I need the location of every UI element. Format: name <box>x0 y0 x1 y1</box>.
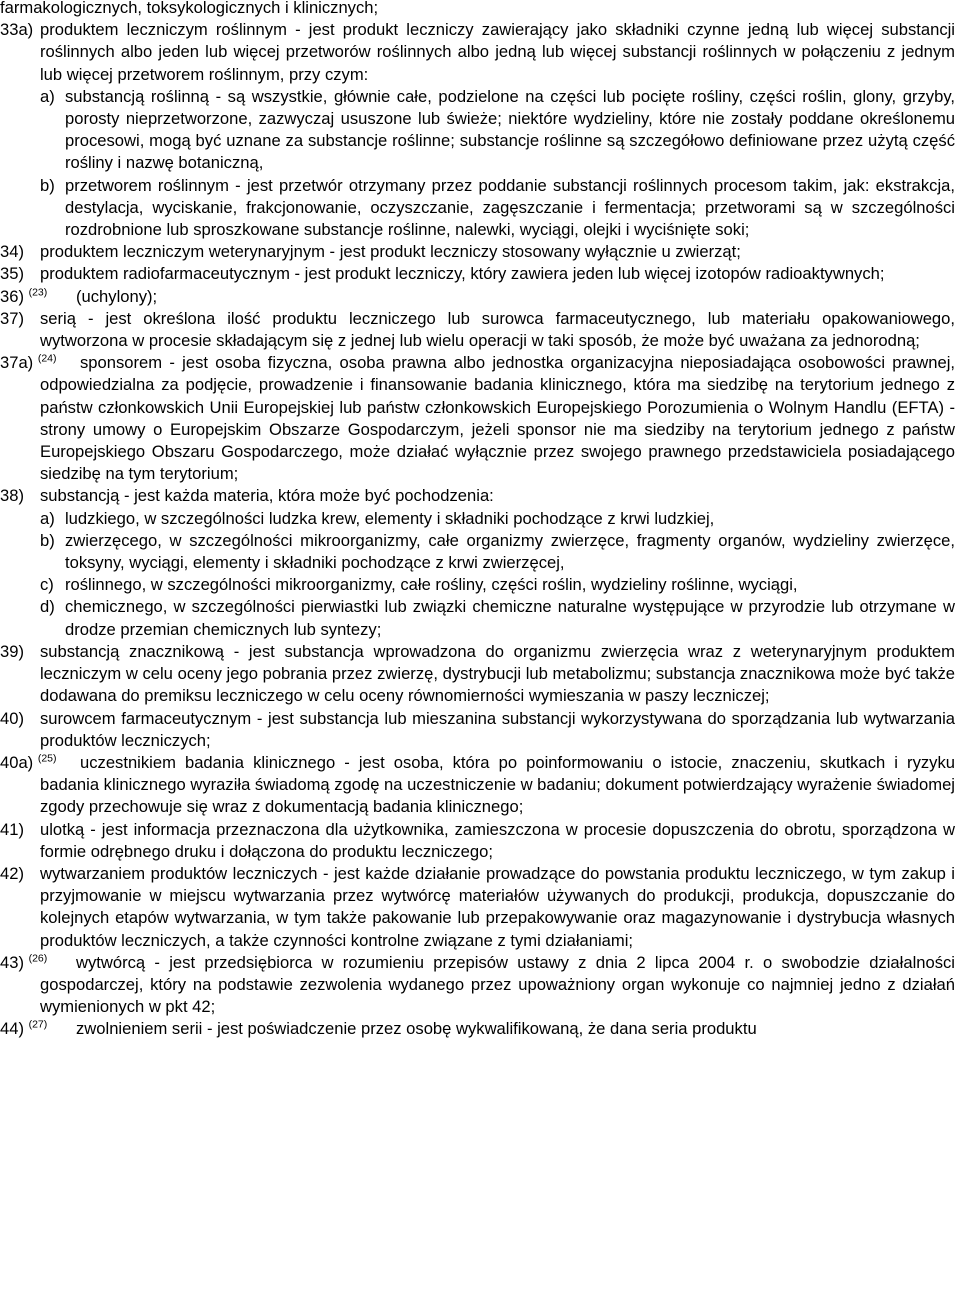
sub-item-text: chemicznego, w szczególności pierwiastki lub związki chemiczne naturalne występujące w przyrodzie lub otrzymane w drodze przemian chemicznych lub syntezy; <box>65 597 955 639</box>
sub-item-text: zwierzęcego, w szczególności mikroorganizmy, całe organizmy zwierzęce, fragmenty organów, wydzieliny zwierzęce, toksyny, wyciągi, elementy i składniki pochodzące z krwi zwierzęcej, <box>65 530 955 573</box>
definition-item <box>0 241 955 263</box>
sub-item-label: b) <box>40 530 55 550</box>
item-number: 38) <box>0 486 24 506</box>
definition-item <box>0 263 955 285</box>
sub-item <box>40 530 955 574</box>
definition-item <box>0 286 955 308</box>
item-text: ulotką - jest informacja przeznaczona dla użytkownika, zamieszczona w procesie dopuszczenia do obrotu, sporządzona w formie odrębnego druku i dołączona do produktu leczniczego; <box>40 819 955 861</box>
definition-item <box>0 863 955 952</box>
item-text: serią - jest określona ilość produktu leczniczego lub surowca farmaceutycznego, lub materiału opakowaniowego, wytworzona w procesie składającym się z jednej lub wielu operacji w taki sposób, że może być uważana za jednorodną; <box>40 308 955 351</box>
footnote-ref: (26) <box>28 952 48 965</box>
footnote-ref: (24) <box>37 352 57 365</box>
sub-item-label: b) <box>40 175 55 195</box>
sub-item-label: d) <box>40 597 55 617</box>
item-text: wytwórcą - jest przedsiębiorca w rozumieniu przepisów ustawy z dnia 2 lipca 2004 r. o swobodzie działalności gospodarczej, który na podstawie zezwolenia wydanego przez upoważniony organ wykonuje co najmniej jedno z działań wymienionych w pkt 42; <box>40 952 955 1017</box>
item-number: 34) <box>0 242 24 262</box>
item-number: 35) <box>0 264 24 284</box>
sub-item-wrap <box>0 596 955 640</box>
definition-item <box>0 708 955 752</box>
definition-item <box>0 485 955 507</box>
footnote-ref: (25) <box>37 752 57 765</box>
item-text: produktem radiofarmaceutycznym - jest produkt leczniczy, który zawiera jeden lub więcej izotopów radioaktywnych; <box>40 264 885 284</box>
sub-item-text: ludzkiego, w szczególności ludzka krew, elementy i składniki pochodzące z krwi ludzkiej, <box>65 508 715 528</box>
sub-item-text: przetworem roślinnym - jest przetwór otrzymany przez poddanie substancji roślinnych procesom takim, jak: ekstrakcja, destylacja, wyciskanie, frakcjonowanie, oczyszczanie, zagęszczanie i fermentacja; przetworami są w szczególności rozdrobnione lub sproszkowane substancje roślinne, nalewki, wyciągi, olejki i wyciśnięte soki; <box>65 175 955 240</box>
sub-item-label: a) <box>40 508 55 528</box>
sub-item <box>40 508 955 530</box>
definition-item <box>0 641 955 708</box>
item-text: surowcem farmaceutycznym - jest substancja lub mieszanina substancji wykorzystywana do sporządzania lub wytwarzania produktów leczniczych; <box>40 708 955 750</box>
sub-item <box>40 596 955 640</box>
item-text: produktem leczniczym weterynaryjnym - jest produkt leczniczy stosowany wyłącznie u zwierząt; <box>40 242 741 262</box>
item-text: wytwarzaniem produktów leczniczych - jest każde działanie prowadzące do powstania produktu leczniczego, w tym zakup i przyjmowanie w miejscu wytwarzania przez wytwórcę materiałów używanych do produkcji, produkcja, dopuszczanie do kolejnych etapów wytwarzania, w tym także pakowanie lub przepakowywanie oraz magazynowanie i dystrybucja własnych produktów leczniczych, a także czynności kontrolne związane z tymi działaniami; <box>40 863 955 950</box>
definition-item <box>0 819 955 863</box>
definition-item <box>0 1018 955 1040</box>
sub-item-text: roślinnego, w szczególności mikroorganizmy, całe rośliny, części roślin, wydzieliny roślinne, wyciągi, <box>65 575 798 595</box>
sub-item-label: c) <box>40 575 54 595</box>
item-number: 36) $^{(23)}$ <box>0 286 48 306</box>
definition-item <box>0 19 955 86</box>
sub-item-wrap <box>0 530 955 574</box>
item-text: produktem leczniczym roślinnym - jest produkt leczniczy zawierający jako składniki czynne jedną lub więcej substancji roślinnych albo jeden lub więcej przetworów roślinnych albo jedną lub więcej substancji roślinnych w połączeniu z jednym lub więcej przetworem roślinnym, przy czym: <box>40 20 955 84</box>
sub-item-label: a) <box>40 86 55 106</box>
item-text: zwolnieniem serii - jest poświadczenie przez osobę wykwalifikowaną, że dana seria produktu <box>76 1019 757 1039</box>
sub-item-wrap <box>0 574 955 596</box>
item-text: uczestnikiem badania klinicznego - jest osoba, która po poinformowaniu o istocie, znaczeniu, skutkach i ryzyku badania klinicznego wyraziła świadomą zgodę na uczestniczenie w badaniu; dokument potwierdzający wyrażenie świadomej zgody przechowuje się wraz z dokumentacją badania klinicznego; <box>40 752 955 817</box>
footnote-ref: (23) <box>28 286 48 299</box>
item-number: 40a) $^{(25)}$ <box>0 752 57 772</box>
item-number: 33a) <box>0 20 34 40</box>
item-text: substancją - jest każda materia, która może być pochodzenia: <box>40 486 494 506</box>
sub-item-text: substancją roślinną - są wszystkie, głównie całe, podzielone na części lub pocięte rośliny, części roślin, glony, grzyby, porosty nieprzetworzone, zazwyczaj ususzone lub świeże; niektóre wydzieliny, które nie zostały poddane określonemu procesowi, mogą być uznane za substancje roślinne; substancje roślinne są szczegółowo definiowane przez użytą część rośliny i nazwę botaniczną, <box>65 86 955 173</box>
item-text: substancją znacznikową - jest substancja wprowadzona do organizmu zwierzęcia wraz z weterynaryjnym produktem leczniczym w celu oceny jego pobrania przez zwierzę, dystrybucji lub metabolizmu; substancja znacznikowa może być także dodawana do premiksu leczniczego w celu oceny równomierności wymieszania w paszy leczniczej; <box>40 641 955 706</box>
item-number: 41) <box>0 819 24 839</box>
definition-item <box>0 308 955 352</box>
item-number: 40) <box>0 708 24 728</box>
item-number: 37a) $^{(24)}$ <box>0 352 57 373</box>
item-number: 37) <box>0 308 24 328</box>
sub-item <box>40 574 955 596</box>
item-number: 39) <box>0 641 24 661</box>
sub-item-wrap <box>0 86 955 175</box>
sub-item <box>40 175 955 242</box>
item-number: 43) $^{(26)}$ <box>0 952 48 972</box>
sub-item-wrap <box>0 508 955 530</box>
item-text: sponsorem - jest osoba fizyczna, osoba prawna albo jednostka organizacyjna nieposiadająca osobowości prawnej, odpowiedzialna za podjęcie, prowadzenie i finansowanie badania klinicznego, która ma siedzibę na terytorium jednego z państw członkowskich Unii Europejskiej lub państw członkowskich Europejskiego Porozumienia o Wolnym Handlu (EFTA) - strony umowy o Europejskim Obszarze Gospodarczym, jeżeli sponsor nie ma siedziby na terytorium jednego z państw Europejskiego Obszaru Gospodarczego, może działać wyłącznie przez swojego prawnego przedstawiciela posiadającego siedzibę na tym terytorium; <box>40 353 955 484</box>
intro-line: farmakologicznych, toksykologicznych i klinicznych; <box>0 0 379 17</box>
footnote-ref: (27) <box>28 1018 48 1031</box>
definition-item <box>0 952 955 1019</box>
item-number: 44) $^{(27)}$ <box>0 1018 48 1039</box>
item-number: 42) <box>0 863 24 883</box>
sub-item <box>40 86 955 175</box>
definition-item <box>0 752 955 819</box>
definition-item <box>0 352 955 485</box>
item-text: (uchylony); <box>76 286 158 306</box>
sub-item-wrap <box>0 175 955 242</box>
